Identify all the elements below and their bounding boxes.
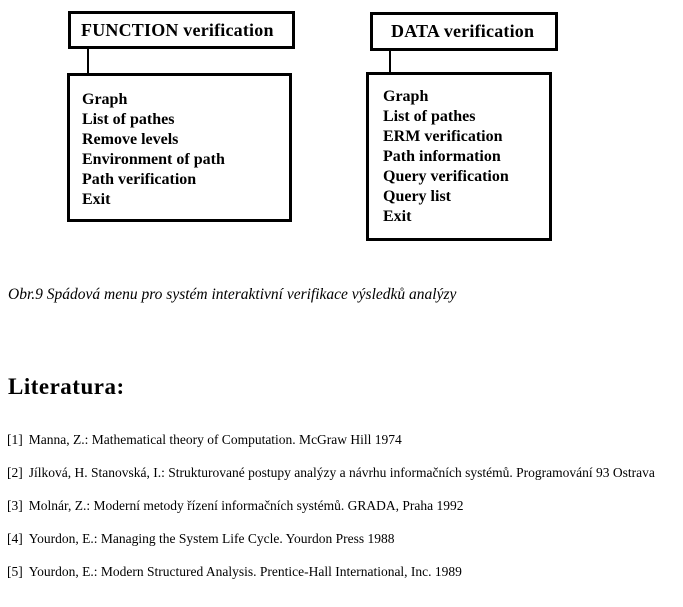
function-menu-box bbox=[67, 73, 292, 222]
data-menu-item-query-list: Query list bbox=[383, 188, 451, 205]
reference-list bbox=[7, 430, 677, 595]
data-menu-connector-line bbox=[389, 51, 391, 72]
reference-number: [5] bbox=[7, 564, 23, 579]
reference-item-5 bbox=[7, 562, 677, 581]
figure-caption: Obr.9 Spádová menu pro systém interaktivní verifikace výsledků analýzy bbox=[8, 286, 457, 303]
data-menu-title-box bbox=[370, 12, 558, 51]
reference-number: [4] bbox=[7, 531, 23, 546]
reference-item-2 bbox=[7, 463, 677, 482]
function-menu-item-remove-levels: Remove levels bbox=[82, 131, 179, 148]
reference-number: [3] bbox=[7, 498, 23, 513]
function-menu-title-box bbox=[68, 11, 295, 49]
reference-number: [1] bbox=[7, 432, 23, 447]
function-menu-item-exit: Exit bbox=[82, 191, 111, 208]
data-menu-title: DATA verification bbox=[391, 21, 535, 41]
reference-text: Molnár, Z.: Moderní metody řízení informačních systémů. GRADA, Praha 1992 bbox=[28, 498, 464, 513]
reference-item-1 bbox=[7, 430, 677, 449]
data-menu-item-erm-verification: ERM verification bbox=[383, 128, 503, 145]
reference-text: Yourdon, E.: Modern Structured Analysis. Prentice-Hall International, Inc. 1989 bbox=[28, 564, 462, 579]
reference-item-3 bbox=[7, 496, 677, 515]
function-menu-item-path-verification: Path verification bbox=[82, 171, 197, 188]
reference-text: Yourdon, E.: Managing the System Life Cycle. Yourdon Press 1988 bbox=[28, 531, 395, 546]
data-menu-item-list-of-pathes: List of pathes bbox=[383, 108, 476, 125]
data-menu-item-exit: Exit bbox=[383, 208, 412, 225]
function-menu-connector-line bbox=[87, 49, 89, 73]
reference-item-4 bbox=[7, 529, 677, 548]
reference-text: Manna, Z.: Mathematical theory of Computation. McGraw Hill 1974 bbox=[28, 432, 402, 447]
function-menu-item-list-of-pathes: List of pathes bbox=[82, 111, 175, 128]
data-menu-item-path-information: Path information bbox=[383, 148, 501, 165]
function-menu-item-environment-of-path: Environment of path bbox=[82, 151, 225, 168]
data-menu-item-graph: Graph bbox=[383, 88, 429, 105]
data-menu-item-query-verification: Query verification bbox=[383, 168, 509, 185]
data-menu-box bbox=[366, 72, 552, 241]
reference-number: [2] bbox=[7, 465, 23, 480]
function-menu-item-graph: Graph bbox=[82, 91, 128, 108]
function-menu-title: FUNCTION verification bbox=[81, 19, 274, 40]
literature-heading: Literatura: bbox=[8, 374, 125, 399]
reference-text: Jílková, H. Stanovská, I.: Strukturované postupy analýzy a návrhu informačních systémů. Programování 93 Ostrava bbox=[28, 465, 655, 480]
